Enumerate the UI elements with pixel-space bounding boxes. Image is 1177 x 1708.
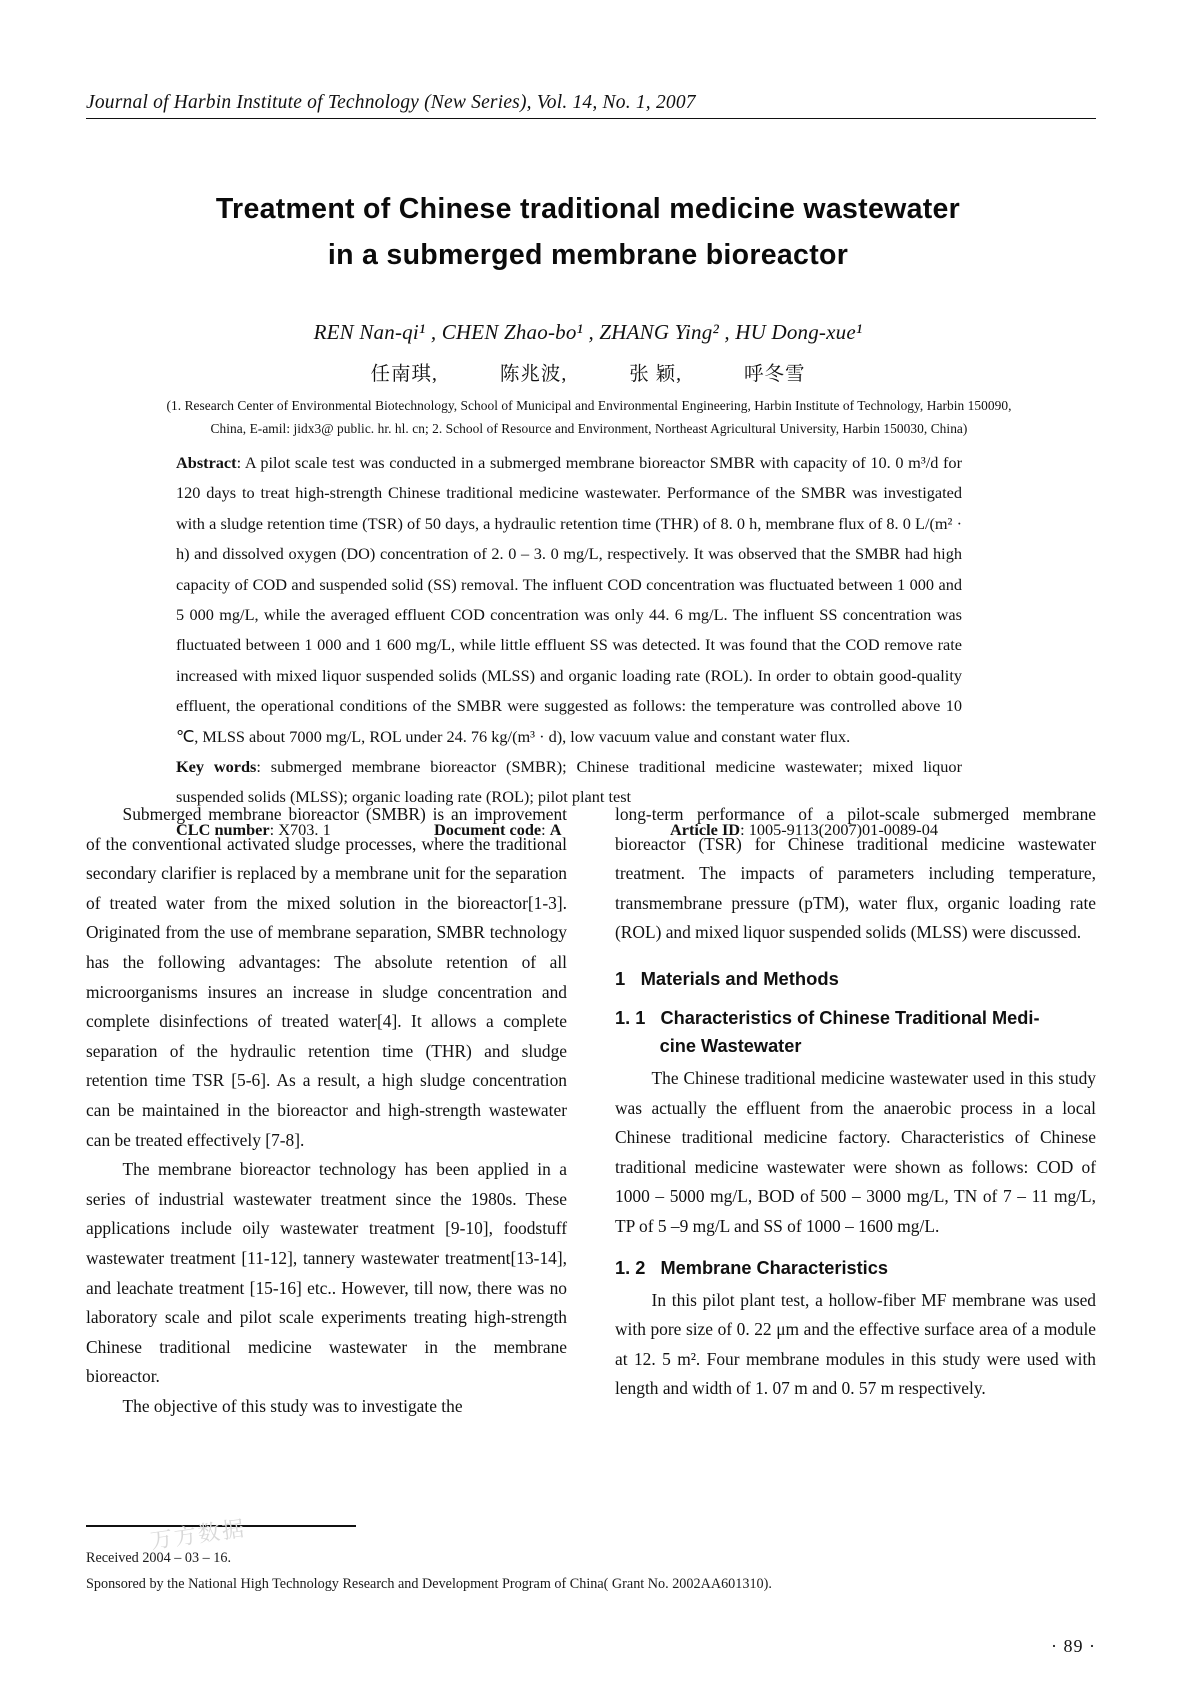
abstract-paragraph	[176, 448, 962, 752]
title-line-2: in a submerged membrane bioreactor	[327, 239, 849, 271]
article-id: Article ID: 1005-9113(2007)01-0089-04	[670, 819, 939, 839]
subsection-title: Membrane Characteristics	[660, 1257, 888, 1278]
affiliation-line-1: (1. Research Center of Environmental Biotechnology, School of Municipal and Environmental Engineering, Harbin Institute of Technology, Harbin 150090,	[166, 398, 1012, 413]
body-columns	[86, 800, 1096, 1460]
document-code-value: A	[549, 819, 562, 839]
affiliations	[88, 394, 1090, 440]
section-heading-1	[615, 965, 1096, 992]
authors-english: REN Nan-qi¹ , CHEN Zhao-bo¹ , ZHANG Ying² , HU Dong-xue¹	[313, 320, 863, 344]
section-number: 1	[615, 967, 626, 989]
footnote-sponsor: Sponsored by the National High Technology Research and Development Program of China( Grant No. 2002AA601310).	[86, 1576, 772, 1592]
abstract-label: Abstract	[176, 453, 237, 472]
footnote-received: Received 2004 – 03 – 16.	[86, 1550, 231, 1566]
subsection-number: 1. 1	[615, 1007, 646, 1028]
column-left	[86, 800, 567, 1460]
author-chinese-2: 陈兆波,	[499, 364, 568, 385]
column-right	[615, 800, 1096, 1460]
running-head: Journal of Harbin Institute of Technology (New Series), Vol. 14, No. 1, 2007	[86, 92, 1096, 119]
document-code: Document code: A	[434, 819, 562, 839]
clc-number-label: CLC number	[176, 819, 270, 839]
abstract-text: A pilot scale test was conducted in a submerged membrane bioreactor SMBR with capacity of 10. 0 m³/d for 120 days to treat high-strength Chinese traditional medicine wastewater. Performance of the SMBR was investigated with a sludge retention time (TSR) of 50 days, a hydraulic retention time (THR) of 8. 0 h, membrane flux of 8. 0 L/(m² · h) and dissolved oxygen (DO) concentration of 2. 0 – 3. 0 mg/L, respectively. It was observed that the SMBR had high capacity of COD and suspended solid (SS) removal. The influent COD concentration was fluctuated between 1 000 and 5 000 mg/L, while the averaged effluent COD concentration was only 44. 6 mg/L. The influent SS concentration was fluctuated between 1 000 and 1 600 mg/L, while little effluent SS was detected. It was found that the COD remove rate increased with mixed liquor suspended solids (MLSS) and organic loading rate (ROL). In order to obtain good-quality effluent, the operational conditions of the SMBR were suggested as follows: the temperature was controlled above 10 ℃, MLSS about 7000 mg/L, ROL under 24. 76 kg/(m³ · d), low vacuum value and constant water flux.	[176, 453, 962, 746]
paragraph: The membrane bioreactor technology has been applied in a series of industrial wastewater treatment since the 1980s. These applications include oily wastewater treatment [9-10], foodstuff wastewater treatment [11-12], tannery wastewater treatment[13-14], and leachate treatment [15-16] etc.. However, till now, there was no laboratory scale and pilot scale experiments treating high-strength Chinese traditional medicine wastewater in the membrane bioreactor.	[86, 1159, 567, 1387]
subsection-title-continued: cine Wastewater	[659, 1035, 802, 1056]
paragraph: Submerged membrane bioreactor (SMBR) is an improvement of the conventional activated sludge processes, where the traditional secondary clarifier is replaced by a membrane unit for the separation of treated water from the mixed solution in the bioreactor[1-3]. Originated from the use of membrane separation, SMBR technology has the following advantages: The absolute retention of all microorganisms insures an increase in sludge concentration and complete disinfections of treated water[4]. It allows a complete separation of the hydraulic retention time (THR) and sludge retention time TSR [5-6]. As a result, a high sludge concentration can be maintained in the bioreactor and high-strength wastewater can be treated effectively [7-8].	[86, 804, 567, 1150]
subsection-heading-1-1	[615, 1004, 1096, 1060]
paragraph: The objective of this study was to investigate the	[122, 1395, 463, 1416]
paragraph: long-term performance of a pilot-scale submerged membrane bioreactor (TSR) for Chinese traditional medicine wastewater treatment. The impacts of parameters including temperature, transmembrane pressure (pTM), water flux, organic loading rate (ROL) and mixed liquor suspended solids (MLSS) were discussed.	[615, 804, 1096, 943]
abstract-separator: :	[236, 453, 242, 472]
authors-chinese	[88, 358, 1088, 386]
keywords-separator: :	[256, 757, 261, 777]
section-title: Materials and Methods	[640, 967, 839, 989]
page-title	[88, 186, 1088, 278]
article-id-value: 1005-9113(2007)01-0089-04	[748, 819, 939, 839]
document-code-label: Document code	[434, 819, 542, 839]
subsection-title: Characteristics of Chinese Traditional Medi-	[660, 1007, 1040, 1028]
author-chinese-4: 呼冬雪	[744, 364, 806, 385]
paragraph: The Chinese traditional medicine wastewater used in this study was actually the effluent from the anaerobic process in a local Chinese traditional medicine factory. Characteristics of Chinese traditional medicine wastewater were shown as follows: COD of 1000 – 5000 mg/L, BOD of 500 – 3000 mg/L, TN of 7 – 11 mg/L, TP of 5 –9 mg/L and SS of 1000 – 1600 mg/L.	[615, 1067, 1096, 1236]
author-chinese-1: 任南琪,	[370, 364, 438, 385]
watermark: 万方数据	[148, 1515, 248, 1554]
clc-number: CLC number: X703. 1	[176, 819, 331, 839]
clc-number-value: X703. 1	[278, 819, 331, 839]
keywords-label: Key words	[176, 757, 257, 777]
keywords-text: submerged membrane bioreactor (SMBR); Chinese traditional medicine wastewater; mixed liquor suspended solids (MLSS); organic loading rate (ROL); pilot plant test	[176, 757, 962, 807]
subsection-heading-1-2	[615, 1254, 1096, 1282]
title-line-1: Treatment of Chinese traditional medicine wastewater	[215, 193, 961, 225]
subsection-number: 1. 2	[615, 1257, 646, 1278]
affiliation-line-2: China, E-amil: jidx3@ public. hr. hl. cn; 2. School of Resource and Environment, Northeast Agricultural University, Harbin 150030, China)	[210, 421, 968, 436]
abstract-block	[176, 448, 962, 845]
page-number: · 89 ·	[1051, 1636, 1096, 1656]
footnotes	[86, 1545, 986, 1597]
paragraph: In this pilot plant test, a hollow-fiber MF membrane was used with pore size of 0. 22 μm and the effective surface area of a module at 12. 5 m². Four membrane modules in this study were used with length and width of 1. 07 m and 0. 57 m respectively.	[615, 1289, 1096, 1399]
article-id-label: Article ID	[670, 819, 741, 839]
author-chinese-3: 张 颖,	[629, 364, 683, 385]
